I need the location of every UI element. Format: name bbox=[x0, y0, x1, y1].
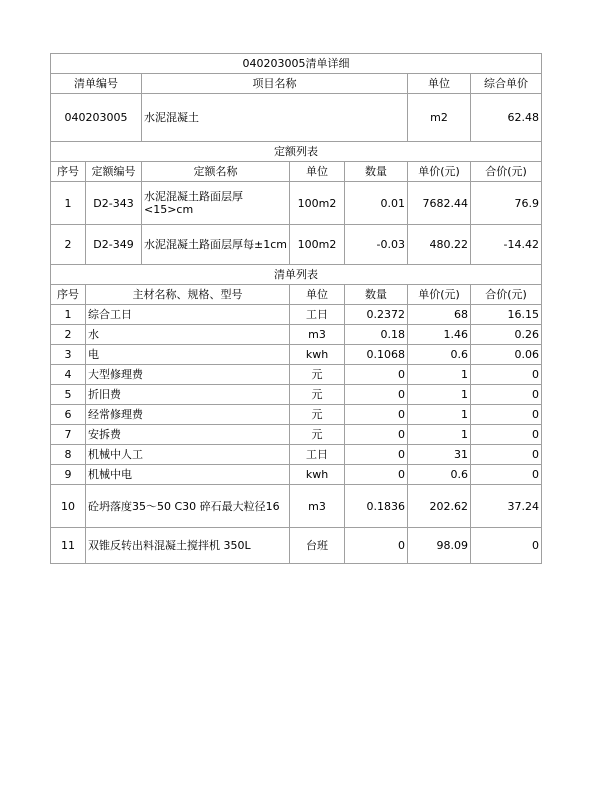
quota-qty: 0.01 bbox=[345, 182, 408, 225]
list-row bbox=[51, 385, 542, 405]
quota-section-title: 定额列表 bbox=[51, 142, 542, 162]
list-unit-price: 31 bbox=[408, 445, 471, 465]
list-total-header: 合价(元) bbox=[471, 285, 542, 305]
list-unit-price-header: 单价(元) bbox=[408, 285, 471, 305]
list-unit-price: 1 bbox=[408, 405, 471, 425]
list-unit-price: 202.62 bbox=[408, 485, 471, 528]
quota-code-header: 定额编号 bbox=[86, 162, 142, 182]
list-total: 0 bbox=[471, 465, 542, 485]
list-no: 4 bbox=[51, 365, 86, 385]
list-unit: 台班 bbox=[290, 528, 345, 564]
list-unit: 元 bbox=[290, 425, 345, 445]
list-name: 双锥反转出料混凝土搅拌机 350L bbox=[86, 528, 290, 564]
list-name: 机械中人工 bbox=[86, 445, 290, 465]
list-unit: m3 bbox=[290, 485, 345, 528]
list-unit-price: 98.09 bbox=[408, 528, 471, 564]
item-name-header: 项目名称 bbox=[142, 74, 408, 94]
quota-name: 水泥混凝土路面层厚<15>cm bbox=[142, 182, 290, 225]
list-qty: 0 bbox=[345, 465, 408, 485]
list-unit-price: 1 bbox=[408, 365, 471, 385]
title-row bbox=[51, 54, 542, 74]
list-header-row bbox=[51, 285, 542, 305]
list-no: 8 bbox=[51, 445, 86, 465]
list-name: 机械中电 bbox=[86, 465, 290, 485]
item-unit-header: 单位 bbox=[408, 74, 471, 94]
table-title: 040203005清单详细 bbox=[51, 54, 542, 74]
list-unit: 元 bbox=[290, 385, 345, 405]
quota-code: D2-349 bbox=[86, 225, 142, 265]
list-qty: 0 bbox=[345, 528, 408, 564]
list-name: 砼坍落度35～50 C30 碎石最大粒径16 bbox=[86, 485, 290, 528]
list-no: 2 bbox=[51, 325, 86, 345]
list-row bbox=[51, 325, 542, 345]
list-no: 5 bbox=[51, 385, 86, 405]
list-name: 大型修理费 bbox=[86, 365, 290, 385]
quota-unit-price: 7682.44 bbox=[408, 182, 471, 225]
quota-qty: -0.03 bbox=[345, 225, 408, 265]
list-row bbox=[51, 425, 542, 445]
quota-total: 76.9 bbox=[471, 182, 542, 225]
list-unit: m3 bbox=[290, 325, 345, 345]
quota-section-row bbox=[51, 142, 542, 162]
item-code-header: 清单编号 bbox=[51, 74, 142, 94]
list-qty: 0.1836 bbox=[345, 485, 408, 528]
list-total: 37.24 bbox=[471, 485, 542, 528]
list-qty: 0 bbox=[345, 425, 408, 445]
item-name: 水泥混凝土 bbox=[142, 94, 408, 142]
quota-row bbox=[51, 225, 542, 265]
list-qty: 0.18 bbox=[345, 325, 408, 345]
quota-unit-header: 单位 bbox=[290, 162, 345, 182]
quota-no: 2 bbox=[51, 225, 86, 265]
list-no: 7 bbox=[51, 425, 86, 445]
list-qty: 0 bbox=[345, 445, 408, 465]
quota-unit: 100m2 bbox=[290, 225, 345, 265]
list-name-header: 主材名称、规格、型号 bbox=[86, 285, 290, 305]
list-total: 0 bbox=[471, 365, 542, 385]
list-unit-header: 单位 bbox=[290, 285, 345, 305]
list-unit-price: 68 bbox=[408, 305, 471, 325]
list-unit: kwh bbox=[290, 465, 345, 485]
quota-unit-price: 480.22 bbox=[408, 225, 471, 265]
detail-table bbox=[50, 53, 542, 564]
quota-no-header: 序号 bbox=[51, 162, 86, 182]
quota-total-header: 合价(元) bbox=[471, 162, 542, 182]
list-no: 11 bbox=[51, 528, 86, 564]
list-total: 0 bbox=[471, 405, 542, 425]
list-qty: 0 bbox=[345, 365, 408, 385]
list-unit: 元 bbox=[290, 405, 345, 425]
list-unit: 工日 bbox=[290, 305, 345, 325]
quota-row bbox=[51, 182, 542, 225]
list-unit: 元 bbox=[290, 365, 345, 385]
list-unit-price: 1 bbox=[408, 425, 471, 445]
list-qty: 0.2372 bbox=[345, 305, 408, 325]
list-section-row bbox=[51, 265, 542, 285]
quota-name: 水泥混凝土路面层厚每±1cm bbox=[142, 225, 290, 265]
list-row bbox=[51, 528, 542, 564]
list-unit: 工日 bbox=[290, 445, 345, 465]
list-name: 电 bbox=[86, 345, 290, 365]
list-no: 1 bbox=[51, 305, 86, 325]
quota-header-row bbox=[51, 162, 542, 182]
list-row bbox=[51, 485, 542, 528]
list-row bbox=[51, 405, 542, 425]
item-price: 62.48 bbox=[471, 94, 542, 142]
item-price-header: 综合单价 bbox=[471, 74, 542, 94]
list-unit-price: 0.6 bbox=[408, 465, 471, 485]
list-qty: 0.1068 bbox=[345, 345, 408, 365]
list-unit-price: 1.46 bbox=[408, 325, 471, 345]
list-row bbox=[51, 445, 542, 465]
list-total: 0.26 bbox=[471, 325, 542, 345]
list-total: 0 bbox=[471, 385, 542, 405]
list-name: 折旧费 bbox=[86, 385, 290, 405]
list-no: 10 bbox=[51, 485, 86, 528]
list-no: 9 bbox=[51, 465, 86, 485]
list-qty-header: 数量 bbox=[345, 285, 408, 305]
list-name: 综合工日 bbox=[86, 305, 290, 325]
quota-unit: 100m2 bbox=[290, 182, 345, 225]
list-total: 16.15 bbox=[471, 305, 542, 325]
list-total: 0.06 bbox=[471, 345, 542, 365]
quota-total: -14.42 bbox=[471, 225, 542, 265]
list-no-header: 序号 bbox=[51, 285, 86, 305]
list-unit: kwh bbox=[290, 345, 345, 365]
list-total: 0 bbox=[471, 445, 542, 465]
quota-unit-price-header: 单价(元) bbox=[408, 162, 471, 182]
list-no: 3 bbox=[51, 345, 86, 365]
item-code: 040203005 bbox=[51, 94, 142, 142]
list-unit-price: 1 bbox=[408, 385, 471, 405]
list-row bbox=[51, 345, 542, 365]
list-qty: 0 bbox=[345, 405, 408, 425]
quota-no: 1 bbox=[51, 182, 86, 225]
list-unit-price: 0.6 bbox=[408, 345, 471, 365]
list-total: 0 bbox=[471, 425, 542, 445]
list-total: 0 bbox=[471, 528, 542, 564]
item-header-row bbox=[51, 74, 542, 94]
list-name: 经常修理费 bbox=[86, 405, 290, 425]
list-qty: 0 bbox=[345, 385, 408, 405]
item-row bbox=[51, 94, 542, 142]
list-no: 6 bbox=[51, 405, 86, 425]
quota-code: D2-343 bbox=[86, 182, 142, 225]
list-row bbox=[51, 305, 542, 325]
list-name: 水 bbox=[86, 325, 290, 345]
list-section-title: 清单列表 bbox=[51, 265, 542, 285]
item-unit: m2 bbox=[408, 94, 471, 142]
list-row bbox=[51, 365, 542, 385]
quota-name-header: 定额名称 bbox=[142, 162, 290, 182]
quota-qty-header: 数量 bbox=[345, 162, 408, 182]
list-name: 安拆费 bbox=[86, 425, 290, 445]
list-row bbox=[51, 465, 542, 485]
